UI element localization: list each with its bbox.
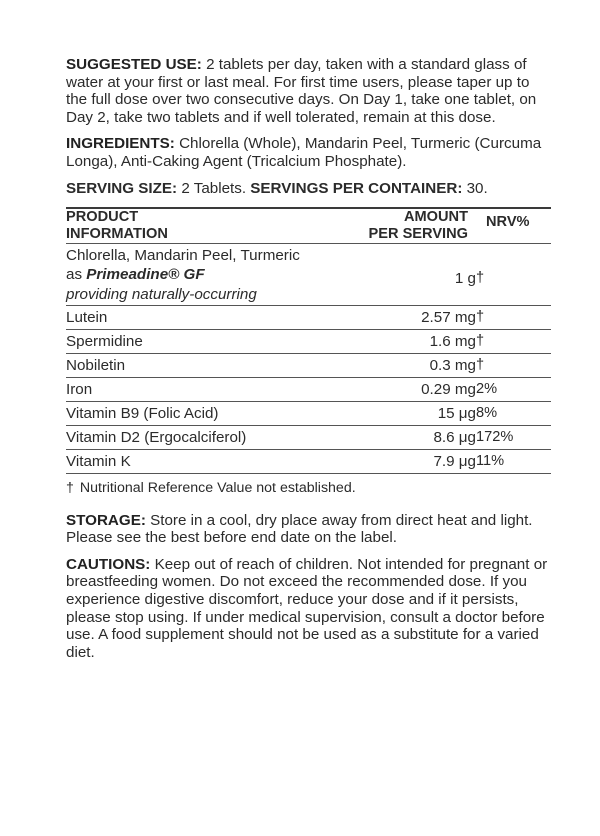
servings-per-container-value: 30. — [462, 179, 488, 197]
serving-section — [66, 180, 551, 198]
ingredients-label: INGREDIENTS: — [66, 135, 175, 153]
providing-note: providing naturally-occurring — [66, 285, 257, 303]
primary-brand-name: Primeadine® GF — [86, 265, 205, 283]
header-nrv: NRV% — [476, 209, 551, 244]
footnote-text: Nutritional Reference Value not established. — [79, 479, 356, 496]
dagger-symbol: † — [66, 479, 74, 496]
row-nrv: 11% — [476, 449, 551, 473]
row-amount: 7.9 μg — [354, 449, 476, 473]
row-nrv: † — [476, 329, 551, 353]
primary-as-text: as — [66, 265, 87, 283]
cautions-section — [66, 556, 551, 662]
supplement-label — [66, 56, 551, 670]
table-row — [66, 353, 551, 377]
cautions-text: Keep out of reach of children. Not intended for pregnant or breastfeeding women. Do not exceed the recommended dose. If you experience digestive discomfort, reduce your dose and if it persists, please stop using. If under medical supervision, consult a doctor before use. A food supplement should not be used as a substitute for a varied diet. — [66, 555, 548, 661]
primary-ingredient-row — [66, 243, 551, 305]
row-nrv: 2% — [476, 377, 551, 401]
table-header-row — [66, 209, 551, 244]
primary-ingredient-cell — [66, 243, 354, 305]
row-name: Nobiletin — [66, 353, 354, 377]
row-name: Iron — [66, 377, 354, 401]
primary-nrv: † — [476, 243, 551, 305]
row-name: Vitamin D2 (Ergocalciferol) — [66, 425, 354, 449]
nutrition-table — [66, 209, 551, 474]
primary-ingredient-line1: Chlorella, Mandarin Peel, Turmeric — [66, 246, 300, 264]
ingredients-text: Chlorella (Whole), Mandarin Peel, Turmeric (Curcuma Longa), Anti-Caking Agent (Tricalcium Phosphate). — [66, 135, 542, 170]
row-amount: 8.6 μg — [354, 425, 476, 449]
header-amount-line1: AMOUNT — [403, 208, 468, 225]
cautions-label: CAUTIONS: — [66, 555, 151, 573]
table-row — [66, 425, 551, 449]
header-product-information — [66, 209, 354, 244]
nrv-footnote — [66, 480, 551, 497]
header-amount-per-serving — [354, 209, 476, 244]
storage-label: STORAGE: — [66, 511, 146, 529]
table-row — [66, 449, 551, 473]
header-product-line1: PRODUCT — [66, 208, 139, 225]
row-amount: 0.3 mg — [354, 353, 476, 377]
suggested-use-label: SUGGESTED USE: — [66, 56, 202, 73]
serving-size-label: SERVING SIZE: — [66, 179, 178, 197]
row-nrv: 8% — [476, 401, 551, 425]
primary-amount: 1 g — [354, 243, 476, 305]
row-name: Vitamin K — [66, 449, 354, 473]
row-nrv: † — [476, 305, 551, 329]
table-row — [66, 377, 551, 401]
suggested-use-section — [66, 56, 551, 126]
header-amount-line2: PER SERVING — [368, 225, 468, 242]
row-nrv: 172% — [476, 425, 551, 449]
ingredients-section — [66, 135, 551, 170]
servings-per-container-label: SERVINGS PER CONTAINER: — [250, 179, 463, 197]
suggested-use-text: 2 tablets per day, taken with a standard glass of water at your first or last meal. For first time users, please taper up to the full dose over two consecutive days. On Day 1, take one tablet, on Day 2, take two tablets and if well tolerated, remain at this dose. — [66, 56, 537, 126]
storage-section — [66, 512, 551, 547]
row-nrv: † — [476, 353, 551, 377]
row-amount: 15 μg — [354, 401, 476, 425]
row-name: Lutein — [66, 305, 354, 329]
serving-size-value: 2 Tablets. — [177, 179, 251, 197]
storage-text: Store in a cool, dry place away from direct heat and light. Please see the best before end date on the label. — [66, 511, 533, 547]
table-row — [66, 401, 551, 425]
row-name: Vitamin B9 (Folic Acid) — [66, 401, 354, 425]
table-row — [66, 329, 551, 353]
row-name: Spermidine — [66, 329, 354, 353]
row-amount: 2.57 mg — [354, 305, 476, 329]
row-amount: 1.6 mg — [354, 329, 476, 353]
table-row — [66, 305, 551, 329]
row-amount: 0.29 mg — [354, 377, 476, 401]
primary-ingredient-line2 — [66, 265, 354, 284]
header-product-line2: INFORMATION — [66, 225, 168, 242]
